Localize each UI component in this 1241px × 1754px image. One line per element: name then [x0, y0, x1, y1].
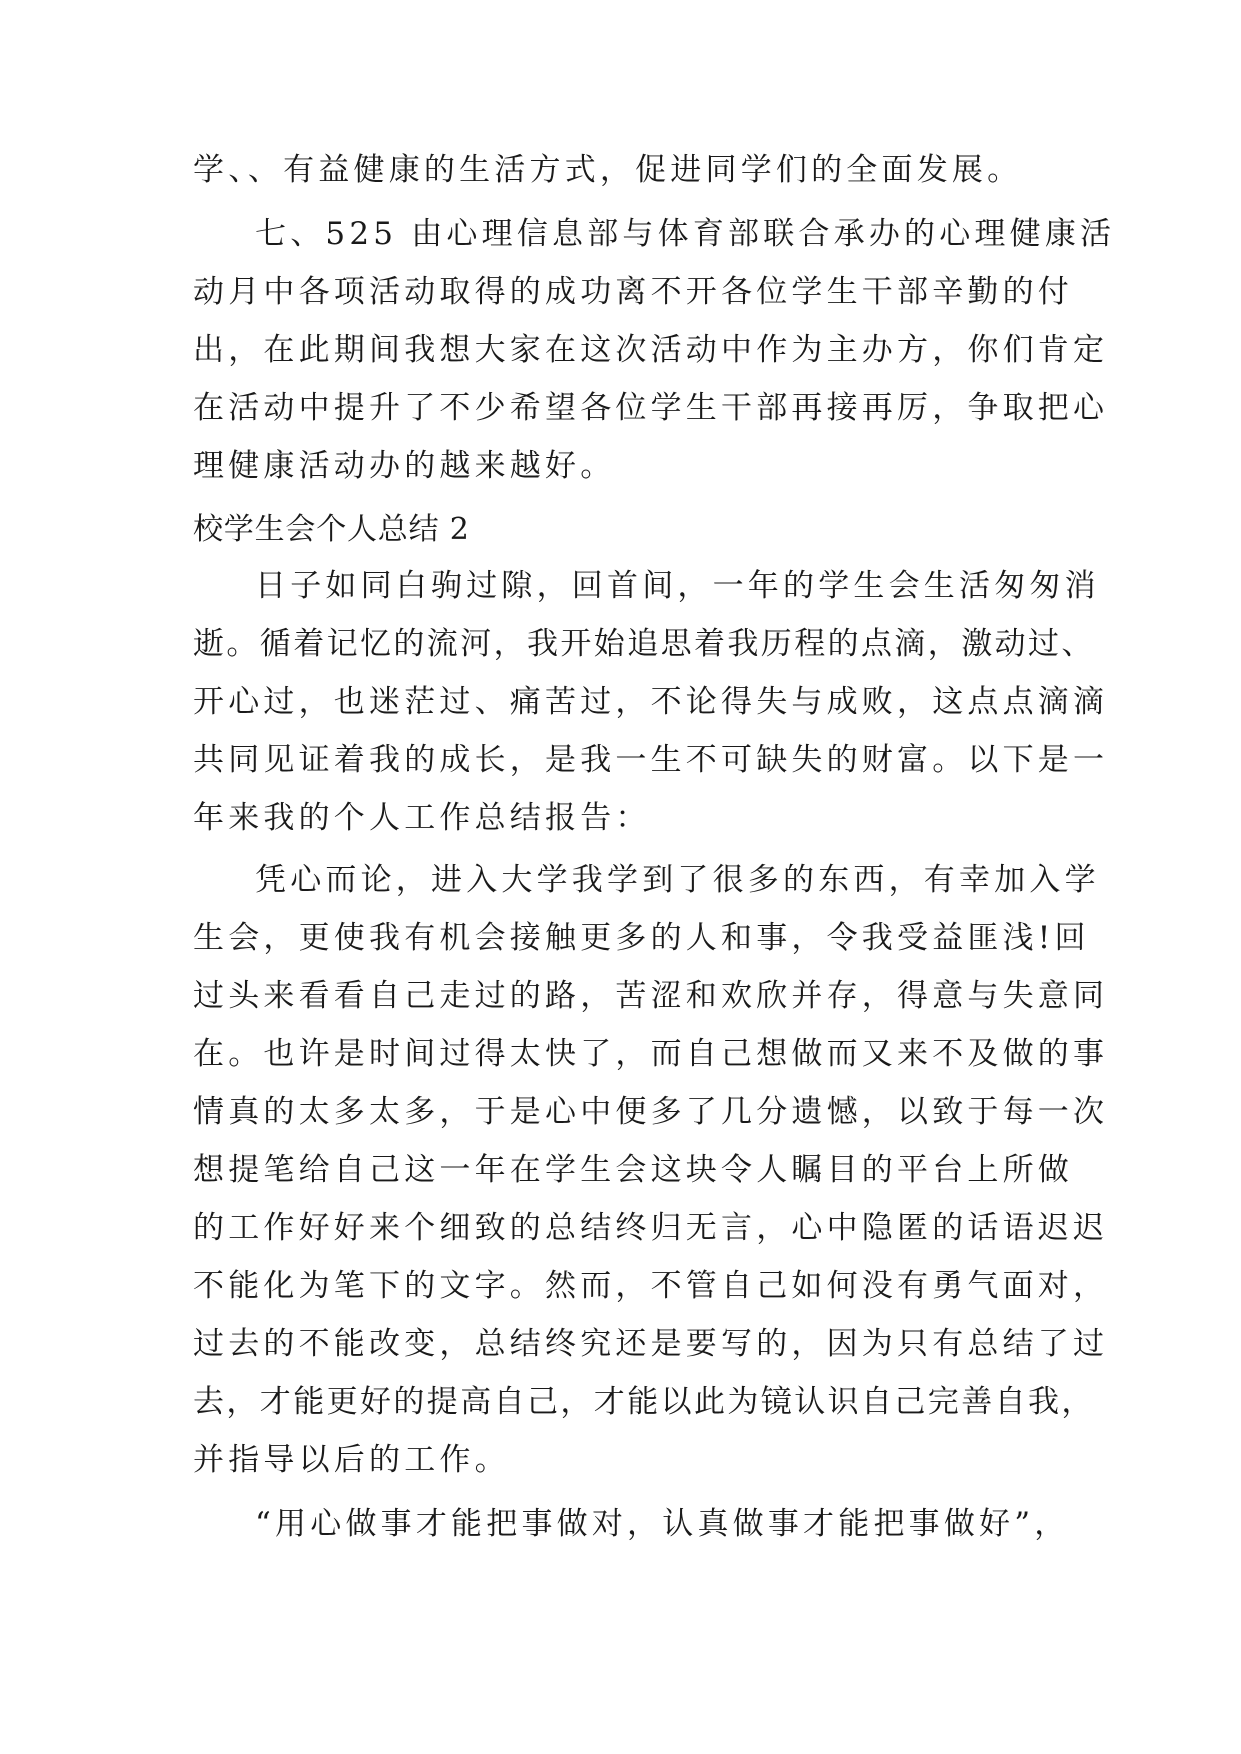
- text-line: 学、、有益健康的生活方式，促进同学们的全面发展。: [193, 152, 1023, 188]
- text-line: 不能化为笔下的文字。然而，不管自己如何没有勇气面对，: [193, 1268, 1109, 1304]
- text-line: 并指导以后的工作。: [193, 1442, 510, 1478]
- text-line: 在活动中提升了不少希望各位学生干部再接再厉，争取把心: [193, 390, 1109, 426]
- text-line: 过头来看看自己走过的路，苦涩和欢欣并存，得意与失意同: [193, 978, 1109, 1014]
- paragraph-first-line: 七、525 由心理信息部与体育部联合承办的心理健康活: [255, 216, 1116, 252]
- text-line: 理健康活动办的越来越好。: [193, 448, 616, 484]
- text-line: 年来我的个人工作总结报告：: [193, 800, 651, 836]
- text-line: 动月中各项活动取得的成功离不开各位学生干部辛勤的付: [193, 274, 1073, 310]
- text-line: 想提笔给自己这一年在学生会这块令人瞩目的平台上所做: [193, 1152, 1073, 1188]
- paragraph-first-line: 凭心而论，进入大学我学到了很多的东西，有幸加入学: [255, 862, 1100, 898]
- text-line: 逝。循着记忆的流河，我开始追思着我历程的点滴，激动过、: [193, 626, 1095, 662]
- text-line: 出，在此期间我想大家在这次活动中作为主办方，你们肯定: [193, 332, 1109, 368]
- text-line: 共同见证着我的成长，是我一生不可缺失的财富。以下是一: [193, 742, 1109, 778]
- text-line: 生会，更使我有机会接触更多的人和事，令我受益匪浅!回: [193, 920, 1090, 956]
- text-line: 的工作好好来个细致的总结终归无言，心中隐匿的话语迟迟: [193, 1210, 1109, 1246]
- paragraph-first-line: 日子如同白驹过隙，回首间，一年的学生会生活匆匆消: [255, 568, 1100, 604]
- text-line: 情真的太多太多，于是心中便多了几分遗憾，以致于每一次: [193, 1094, 1109, 1130]
- text-line: 过去的不能改变，总结终究还是要写的，因为只有总结了过: [193, 1326, 1109, 1362]
- section-heading: 校学生会个人总结 2: [193, 512, 470, 547]
- text-line: 去，才能更好的提高自己，才能以此为镜认识自己完善自我，: [193, 1384, 1095, 1420]
- text-line: 在。也许是时间过得太快了，而自己想做而又来不及做的事: [193, 1036, 1109, 1072]
- text-line: 开心过，也迷茫过、痛苦过，不论得失与成败，这点点滴滴: [193, 684, 1109, 720]
- paragraph-first-line: “用心做事才能把事做对，认真做事才能把事做好”，: [255, 1506, 1070, 1542]
